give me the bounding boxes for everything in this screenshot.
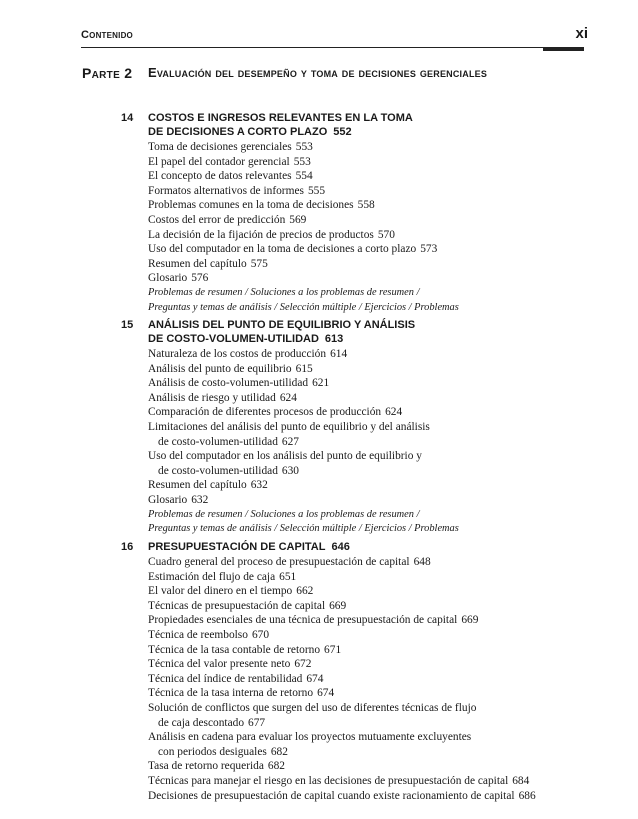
chapter-page: 552 xyxy=(333,126,352,138)
toc-entry[interactable] xyxy=(148,570,588,585)
entry-page: 576 xyxy=(191,272,209,285)
entry-title: Solución de conflictos que surgen del uso de diferentes técnicas de flujo xyxy=(148,701,477,714)
entry-page: 684 xyxy=(512,774,530,787)
entry-title: Análisis de costo-volumen-utilidad xyxy=(148,377,309,390)
entry-page: 569 xyxy=(289,213,307,226)
entry-title: Técnica de la tasa contable de retorno xyxy=(148,643,321,656)
entry-page: 615 xyxy=(295,362,313,375)
entry-page: 682 xyxy=(267,760,285,773)
entry-page: 662 xyxy=(296,585,314,598)
toc-entry-subsections xyxy=(148,286,588,301)
part-title: Evaluación del desempeño y toma de decisiones gerenciales xyxy=(148,65,488,80)
entry-page: 672 xyxy=(294,658,312,671)
toc-entry[interactable] xyxy=(148,584,588,599)
entry-title: de costo-volumen-utilidad xyxy=(158,464,278,477)
entry-title: Problemas comunes en la toma de decisiones xyxy=(148,199,354,212)
entry-page: 624 xyxy=(279,391,297,404)
entry-title: El valor del dinero en el tiempo xyxy=(148,585,293,598)
entry-page: 632 xyxy=(250,479,268,492)
entry-page: 682 xyxy=(270,745,288,758)
chapter-number: 16 xyxy=(121,541,134,553)
chapter-number: 14 xyxy=(121,112,134,124)
entry-page: 686 xyxy=(518,789,536,802)
entry-list xyxy=(148,347,588,537)
entry-title: Propiedades esenciales de una técnica de presupuestación de capital xyxy=(148,614,458,627)
chapter-title[interactable] xyxy=(148,540,568,554)
toc-entry[interactable] xyxy=(148,391,588,406)
toc-entry[interactable] xyxy=(148,478,588,493)
entry-title: con periodos desiguales xyxy=(158,745,267,758)
entry-title: Tasa de retorno requerida xyxy=(148,760,264,773)
entry-page: 553 xyxy=(295,141,313,153)
toc-entry[interactable] xyxy=(148,169,588,184)
toc-entry[interactable] xyxy=(148,686,588,701)
toc-entry[interactable] xyxy=(148,198,588,213)
toc-entry[interactable] xyxy=(148,228,588,243)
entry-title: Naturaleza de los costos de producción xyxy=(148,348,327,360)
header-rule xyxy=(81,47,584,48)
entry-title: Cuadro general del proceso de presupuestación de capital xyxy=(148,556,410,568)
toc-entry[interactable] xyxy=(148,599,588,614)
toc-entry[interactable] xyxy=(148,657,588,672)
toc-entry-continuation[interactable] xyxy=(148,745,588,760)
entry-title: Técnica de la tasa interna de retorno xyxy=(148,687,314,700)
entry-page: 627 xyxy=(281,435,299,448)
toc-entry[interactable] xyxy=(148,730,588,745)
toc-entry[interactable] xyxy=(148,493,588,508)
chapter-page: 613 xyxy=(324,333,344,345)
entry-title: Toma de decisiones gerenciales xyxy=(148,141,292,153)
entry-title: Técnicas de presupuestación de capital xyxy=(148,599,326,612)
entry-page: 677 xyxy=(248,716,266,729)
entry-title: de caja descontado xyxy=(158,716,245,729)
toc-entry[interactable] xyxy=(148,701,588,716)
toc-entry[interactable] xyxy=(148,140,588,155)
chapter-title-line-last xyxy=(148,540,568,554)
entry-page: 632 xyxy=(191,493,209,506)
entry-list xyxy=(148,555,588,803)
entry-page: 670 xyxy=(251,628,270,641)
chapter-title-line: COSTOS E INGRESOS RELEVANTES EN LA TOMA xyxy=(148,112,413,124)
entry-page: 575 xyxy=(250,257,268,270)
chapter-title[interactable] xyxy=(148,318,568,346)
toc-entry[interactable] xyxy=(148,155,588,170)
entry-page: 553 xyxy=(293,155,311,168)
entry-title: Técnica del valor presente neto xyxy=(148,658,291,671)
entry-title: Problemas de resumen / Soluciones a los problemas de resumen / xyxy=(148,508,420,520)
entry-title: Problemas de resumen / Soluciones a los problemas de resumen / xyxy=(148,286,420,298)
chapter-title-line: DE DECISIONES A CORTO PLAZO xyxy=(148,126,328,138)
chapter-title[interactable] xyxy=(148,111,568,139)
entry-page: 624 xyxy=(385,406,403,419)
entry-title: Preguntas y temas de análisis / Selección múltiple / Ejercicios / Problemas xyxy=(148,301,459,313)
entry-title: Análisis en cadena para evaluar los proyectos mutuamente excluyentes xyxy=(148,731,472,744)
toc-entry[interactable] xyxy=(148,643,588,658)
part-label: Parte 2 xyxy=(82,65,133,81)
entry-title: Técnica del índice de rentabilidad xyxy=(148,672,303,685)
entry-title: La decisión de la fijación de precios de productos xyxy=(148,228,374,241)
chapter-title-line: ANÁLISIS DEL PUNTO DE EQUILIBRIO Y ANÁLISIS xyxy=(148,319,416,331)
toc-entry-subsections xyxy=(148,301,588,316)
toc-entry-continuation[interactable] xyxy=(148,464,588,479)
entry-page: 669 xyxy=(329,599,347,612)
entry-page: 573 xyxy=(420,243,438,256)
toc-entry[interactable] xyxy=(148,184,588,199)
entry-title: Resumen del capítulo xyxy=(148,479,247,492)
section-title: Contenido xyxy=(81,29,133,41)
toc-entry[interactable] xyxy=(148,347,588,362)
toc-entry[interactable] xyxy=(148,257,588,272)
toc-entry[interactable] xyxy=(148,449,588,464)
toc-entry[interactable] xyxy=(148,242,588,257)
toc-entry[interactable] xyxy=(148,376,588,391)
entry-title: El papel del contador gerencial xyxy=(148,155,290,168)
entry-title: Costos del error de predicción xyxy=(148,213,286,226)
entry-title: Análisis de riesgo y utilidad xyxy=(148,391,276,404)
toc-entry[interactable] xyxy=(148,213,588,228)
toc-entry-continuation[interactable] xyxy=(148,435,588,450)
entry-title: Formatos alternativos de informes xyxy=(148,184,304,197)
entry-page: 674 xyxy=(306,672,324,685)
toc-entry[interactable] xyxy=(148,405,588,420)
toc-entry[interactable] xyxy=(148,774,588,789)
entry-page: 669 xyxy=(461,614,479,627)
entry-page: 621 xyxy=(312,377,330,390)
entry-page: 558 xyxy=(357,199,375,212)
toc-entry[interactable] xyxy=(148,555,588,570)
entry-title: Análisis del punto de equilibrio xyxy=(148,362,292,375)
entry-page: 554 xyxy=(295,170,313,183)
entry-title: Estimación del flujo de caja xyxy=(148,570,276,583)
toc-entry[interactable] xyxy=(148,628,588,643)
entry-title: Limitaciones del análisis del punto de equilibrio y del análisis xyxy=(148,420,430,433)
entry-title: Glosario xyxy=(148,493,188,506)
entry-title: Preguntas y temas de análisis / Selección múltiple / Ejercicios / Problemas xyxy=(148,523,459,535)
toc-entry[interactable] xyxy=(148,420,588,435)
chapter-page: 646 xyxy=(331,541,350,553)
toc-entry[interactable] xyxy=(148,759,588,774)
entry-page: 674 xyxy=(317,687,335,700)
entry-page: 671 xyxy=(324,643,342,656)
toc-entry[interactable] xyxy=(148,271,588,286)
entry-page: 648 xyxy=(413,556,431,568)
entry-title: Técnicas para manejar el riesgo en las decisiones de presupuestación de capital xyxy=(148,774,509,787)
entry-page: 555 xyxy=(307,184,326,197)
entry-title: El concepto de datos relevantes xyxy=(148,170,292,183)
chapter-title-line-last xyxy=(148,332,568,346)
toc-entry-subsections xyxy=(148,508,588,523)
entry-page: 651 xyxy=(279,570,297,583)
chapter-number: 15 xyxy=(121,319,134,331)
toc-entry-continuation[interactable] xyxy=(148,716,588,731)
page-number: xi xyxy=(575,25,588,42)
entry-page: 570 xyxy=(377,228,395,241)
toc-entry[interactable] xyxy=(148,613,588,628)
header-thumb-tab xyxy=(543,47,584,51)
toc-entry[interactable] xyxy=(148,672,588,687)
entry-title: Resumen del capítulo xyxy=(148,257,247,270)
toc-entry-subsections xyxy=(148,522,588,537)
entry-title: Decisiones de presupuestación de capital cuando existe racionamiento de capital xyxy=(148,789,515,802)
entry-list xyxy=(148,140,588,315)
chapter-title-line-last xyxy=(148,125,568,139)
toc-entry[interactable] xyxy=(148,362,588,377)
entry-title: Técnica de reembolso xyxy=(148,628,248,641)
entry-page: 614 xyxy=(330,348,348,360)
entry-title: Uso del computador en los análisis del punto de equilibrio y xyxy=(148,450,422,463)
entry-page: 630 xyxy=(281,464,299,477)
entry-title: Glosario xyxy=(148,272,188,285)
entry-title: de costo-volumen-utilidad xyxy=(158,435,278,448)
toc-entry[interactable] xyxy=(148,789,588,804)
entry-title: Comparación de diferentes procesos de producción xyxy=(148,406,382,419)
chapter-title-line: DE COSTO-VOLUMEN-UTILIDAD xyxy=(148,333,319,345)
chapter-title-line: PRESUPUESTACIÓN DE CAPITAL xyxy=(148,541,326,553)
entry-title: Uso del computador en la toma de decisiones a corto plazo xyxy=(148,243,417,256)
